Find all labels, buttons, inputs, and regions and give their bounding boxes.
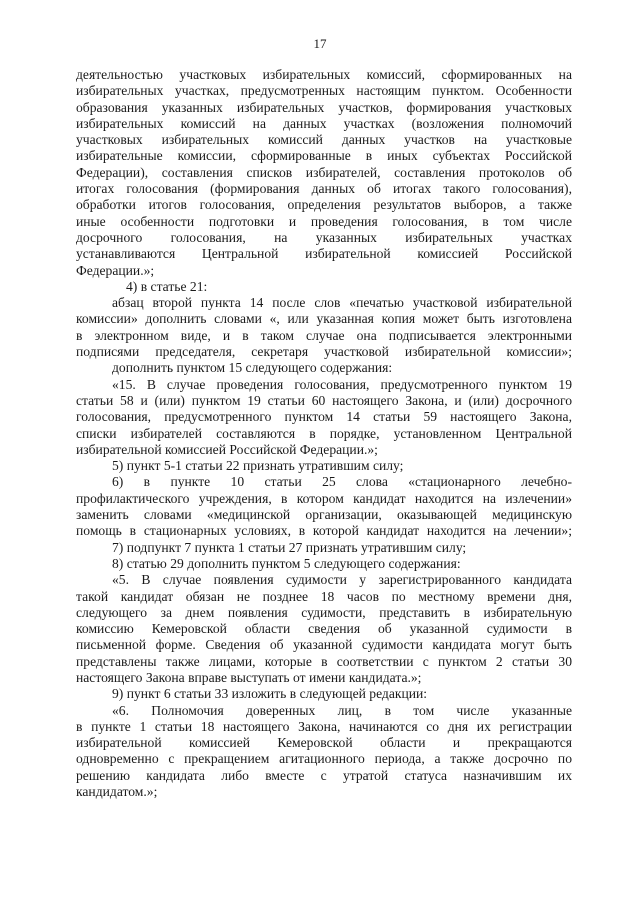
text-line: «5. В случае появления судимости у зарегистрированного кандидата (112, 572, 572, 588)
text-line: итогах голосования (формирования данных об итогах такого голосования), (76, 181, 572, 197)
text-line: 7) подпункт 7 пункта 1 статьи 27 признать утратившим силу; (112, 539, 467, 555)
text-line: следующего за днем появления судимости, представить в избирательную (76, 604, 572, 620)
text-line: профилактического учреждения, в котором кандидат находится на излечении» (76, 490, 572, 506)
text-line: решению кандидата либо вместе с утратой статуса назначившим их (76, 767, 572, 783)
text-line: избирательные комиссии, сформированные в иных субъектах Российской (76, 148, 572, 164)
text-line: избирательных комиссий на данных участках (возложения полномочий (76, 115, 572, 131)
text-line: комиссию Кемеровской области сведения об указанной судимости в (76, 621, 572, 637)
text-line: статьи 58 и (или) пунктом 19 статьи 60 настоящего Закона, и (или) досрочного (76, 392, 572, 408)
document-body (76, 67, 572, 800)
text-line: в пункте 1 статьи 18 настоящего Закона, начинаются со дня их регистрации (76, 718, 572, 734)
text-line: дополнить пунктом 15 следующего содержания: (112, 360, 393, 376)
text-line: «6. Полномочия доверенных лиц, в том числе указанные (112, 702, 572, 718)
text-line: представлены также лицами, которые в соответствии с пунктом 2 статьи 30 (76, 653, 572, 669)
text-line: заменить словами «медицинской организации, оказывающей медицинскую (76, 507, 572, 523)
text-line: деятельностью участковых избирательных комиссий, сформированных на (76, 67, 572, 82)
text-line: иные особенности подготовки и проведения голосования, в том числе (76, 213, 572, 229)
text-line: 8) статью 29 дополнить пунктом 5 следующего содержания: (112, 555, 461, 571)
text-line: помощь в стационарных условиях, в которой кандидат находится на лечении»; (76, 523, 572, 539)
text-line: образования указанных избирательных участков, формирования участковых (76, 99, 572, 115)
text-line: комиссии» дополнить словами «, или указанная копия может быть изготовлена (76, 311, 572, 327)
text-line: абзац второй пункта 14 после слов «печатью участковой избирательной (112, 295, 572, 311)
text-line: одновременно с прекращением агитационного периода, а также досрочно по (76, 751, 572, 767)
text-line: Федерации.»; (76, 262, 155, 278)
text-line: настоящего Закона вправе выступать от имени кандидата.»; (76, 669, 422, 685)
text-line: досрочного голосования, на указанных избирательных участках (76, 229, 572, 245)
text-line: кандидатом.»; (76, 784, 158, 800)
text-line: такой кандидат обязан не позднее 18 часов по местному времени дня, (76, 588, 572, 604)
text-line: участковых избирательных комиссий данных участков на участковые (76, 132, 572, 148)
text-line: списки избирателей составляются в порядке, установленном Центральной (76, 425, 572, 441)
text-line: подписями председателя, секретаря участковой избирательной комиссии»; (76, 344, 572, 360)
text-line: избирательной комиссией Российской Федерации.»; (76, 441, 378, 457)
text-line: устанавливаются Центральной избирательной комиссией Российской (76, 246, 572, 262)
text-line: обработки итогов голосования, определения результатов выборов, а также (76, 197, 572, 213)
page-number: 17 (313, 36, 327, 51)
text-line: 5) пункт 5-1 статьи 22 признать утратившим силу; (112, 458, 404, 474)
text-line: избирательных участках, предусмотренных настоящим пунктом. Особенности (76, 83, 572, 99)
text-line: 6) в пункте 10 статьи 25 слова «стационарного лечебно- (112, 474, 572, 490)
text-line: «15. В случае проведения голосования, предусмотренного пунктом 19 (112, 376, 572, 392)
text-line: избирательной комиссией Кемеровской области и прекращаются (76, 735, 572, 751)
text-line: в электронном виде, и в таком случае она подписывается электронными (76, 327, 572, 343)
text-line: 4) в статье 21: (126, 278, 208, 294)
text-line: письменной форме. Сведения об указанной судимости кандидата могут быть (76, 637, 572, 653)
text-line: Федерации), составления списков избирателей, составления протоколов об (76, 164, 572, 180)
text-line: 9) пункт 6 статьи 33 изложить в следующей редакции: (112, 686, 428, 702)
text-line: голосования, предусмотренного пунктом 14 статьи 59 настоящего Закона, (76, 409, 572, 425)
